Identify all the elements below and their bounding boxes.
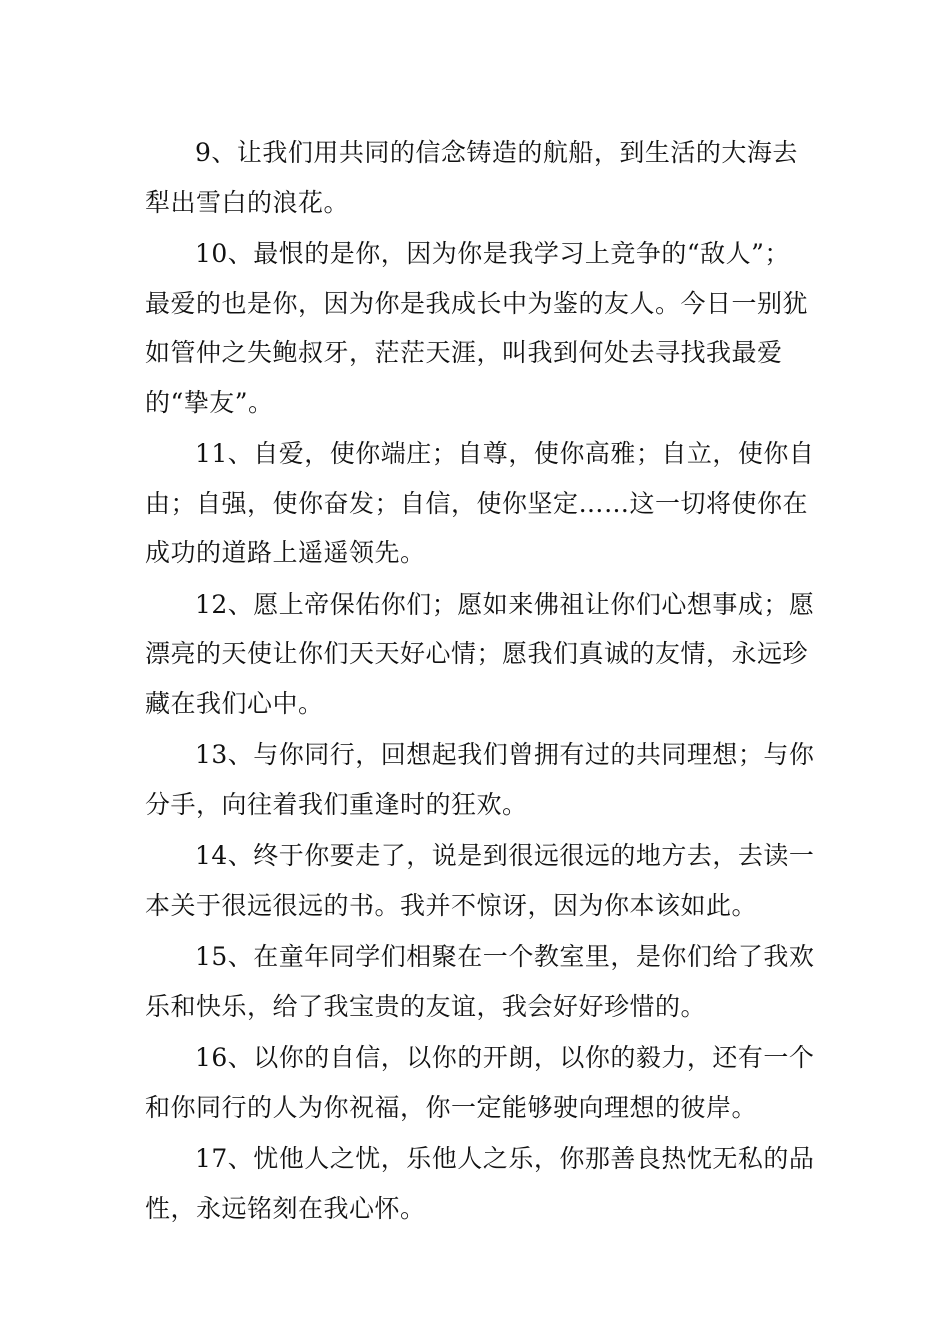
paragraph-9: 9、让我们用共同的信念铸造的航船，到生活的大海去犁出雪白的浪花。 (145, 138, 798, 217)
paragraph-15: 15、在童年同学们相聚在一个教室里，是你们给了我欢乐和快乐，给了我宝贵的友谊，我会好好珍惜的。 (145, 942, 815, 1021)
paragraph-16: 16、以你的自信，以你的开朗，以你的毅力，还有一个和你同行的人为你祝福，你一定能够驶向理想的彼岸。 (145, 1043, 815, 1122)
paragraph-13: 13、与你同行，回想起我们曾拥有过的共同理想；与你分手，向往着我们重逢时的狂欢。 (145, 740, 815, 819)
document-body (145, 128, 815, 1235)
paragraph-11: 11、自爱，使你端庄；自尊，使你高雅；自立，使你自由；自强，使你奋发；自信，使你坚定……这一切将使你在成功的道路上遥遥领先。 (145, 439, 815, 567)
paragraph-17: 17、忧他人之忧，乐他人之乐，你那善良热忱无私的品性，永远铭刻在我心怀。 (145, 1144, 815, 1223)
paragraph-10: 10、最恨的是你，因为你是我学习上竞争的“敌人”；最爱的也是你，因为你是我成长中为鉴的友人。今日一别犹如管仲之失鲍叔牙，茫茫天涯，叫我到何处去寻找我最爱的“挚友”。 (145, 239, 809, 417)
paragraph-14: 14、终于你要走了，说是到很远很远的地方去，去读一本关于很远很远的书。我并不惊讶，因为你本该如此。 (145, 841, 815, 920)
paragraph-12: 12、愿上帝保佑你们；愿如来佛祖让你们心想事成；愿漂亮的天使让你们天天好心情；愿我们真诚的友情，永远珍藏在我们心中。 (145, 589, 815, 718)
